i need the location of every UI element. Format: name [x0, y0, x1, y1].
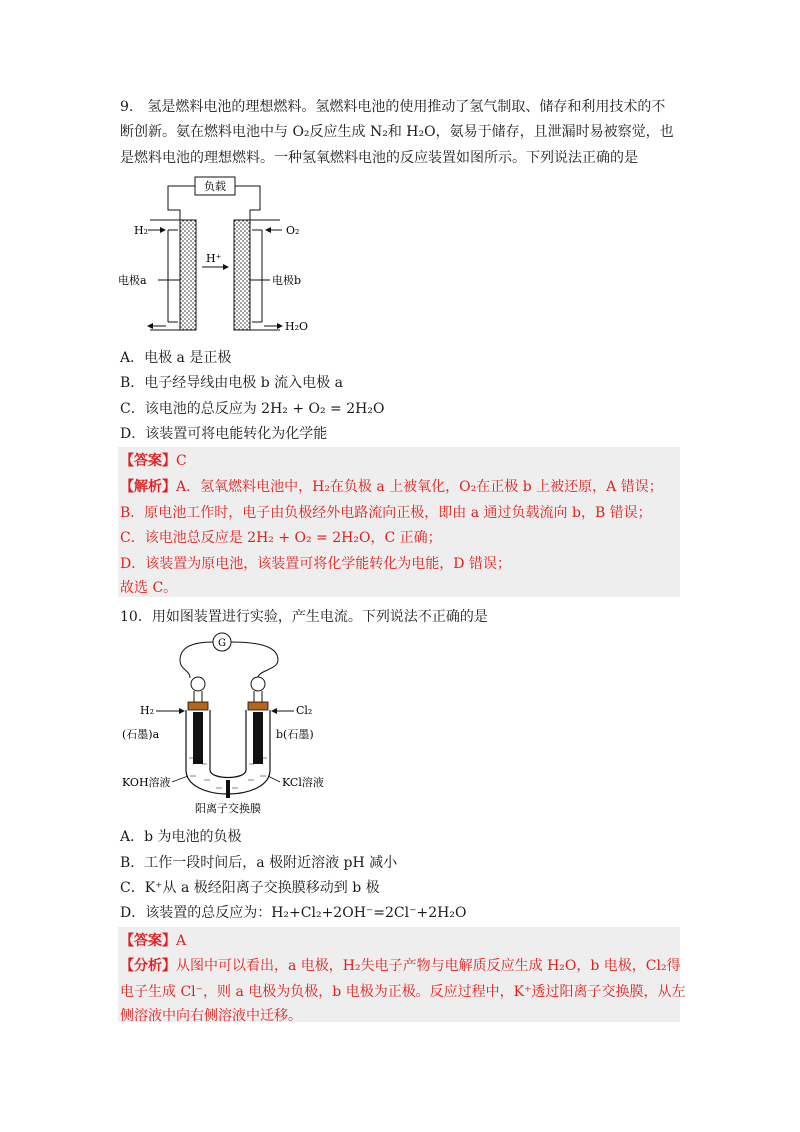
q9-option-a: A．电极 a 是正极 [120, 350, 232, 366]
q10-analysis-line-2: 电子生成 Cl⁻，则 a 电极为负极，b 电极为正极。反应过程中，K⁺透过阳离子交换膜，从左 [120, 984, 686, 1000]
q9-analysis-line-3: C．该电池总反应是 2H₂ + O₂ = 2H₂O，C 正确； [120, 530, 442, 546]
electrode-a-label: 电极a [118, 274, 147, 287]
q9-answer-tag: 【答案】 [120, 453, 176, 469]
h2-inlet-label: H₂ [134, 224, 149, 237]
q10-analysis-text-1: 从图中可以看出，a 电极，H₂失电子产物与电解质反应生成 H₂O，b 电极，Cl₂得 [176, 958, 681, 974]
q9-option-d: D．该装置可将电能转化为化学能 [120, 426, 328, 442]
q9-analysis-text-1: A．氢氧燃料电池中，H₂在负极 a 上被氧化，O₂在正极 b 上被还原，A 错误； [176, 479, 663, 495]
q10-answer-line [120, 931, 186, 951]
h2o-outlet-label: H₂O [285, 320, 309, 333]
q10-option-a: A．b 为电池的负极 [120, 829, 242, 845]
left-stopper [188, 702, 208, 710]
q10-answer-value: A [176, 933, 187, 949]
electrode-b-rod [253, 712, 263, 764]
membrane-label: 阳离子交换膜 [195, 802, 261, 815]
electrode-b-label: 电极b [272, 274, 302, 287]
q10-option-c: C．K⁺从 a 极经阳离子交换膜移动到 b 极 [120, 880, 380, 896]
q10-analysis-tag: 【分析】 [120, 958, 176, 974]
q9-option-b: B．电子经导线由电极 b 流入电极 a [120, 375, 343, 391]
q9-answer-value: C [176, 453, 187, 469]
electrode-a-rod [193, 712, 203, 764]
q9-analysis-line-2: B．原电池工作时，电子由负极经外电路流向正极，即由 a 通过负载流向 b，B 错误； [120, 505, 652, 521]
q10-answer-tag: 【答案】 [120, 933, 176, 949]
cl2-label: Cl₂ [296, 704, 313, 717]
left-electrode-label: (石墨)a [122, 728, 160, 741]
q10-option-d: D．该装置的总反应为：H₂+Cl₂+2OH⁻=2Cl⁻+2H₂O [120, 905, 467, 921]
koh-solution-label: KOH溶液 [122, 776, 171, 789]
q9-analysis-tag: 【解析】 [120, 479, 176, 495]
q10-u-tube-cell-diagram [118, 630, 338, 820]
q9-stem-line-3: 是燃料电池的理想燃料。一种氢氧燃料电池的反应装置如图所示。下列说法正确的是 [120, 150, 638, 166]
galvanometer-label: G [218, 638, 226, 649]
q9-analysis-line-4: D．该装置为原电池，该装置可将化学能转化为电能，D 错误； [120, 556, 511, 572]
q9-answer-line [120, 451, 187, 471]
q9-stem-line-2: 断创新。氨在燃料电池中与 O₂反应生成 N₂和 H₂O，氨易于储存，且泄漏时易被察觉，也 [120, 124, 674, 140]
o2-inlet-label: O₂ [286, 224, 300, 237]
q10-option-b: B．工作一段时间后，a 极附近溶液 pH 减小 [120, 855, 398, 871]
kcl-solution-label: KCl溶液 [282, 776, 324, 789]
right-electrode-label: b(石墨) [276, 728, 314, 741]
load-label: 负载 [204, 180, 226, 193]
q10-analysis-line-1 [120, 956, 681, 976]
electrode-b-plate [234, 220, 250, 330]
q9-stem-line-1: 9. 氢是燃料电池的理想燃料。氢燃料电池的使用推动了氢气制取、储存和利用技术的不 [120, 99, 666, 115]
q10-analysis-line-3: 侧溶液中向右侧溶液中迁移。 [120, 1008, 302, 1024]
right-stopper [248, 702, 268, 710]
electrode-a-plate [180, 220, 196, 330]
q9-analysis-line-5: 故选 C。 [120, 580, 178, 596]
cation-exchange-membrane [226, 780, 230, 798]
q9-analysis-line-1 [120, 477, 663, 497]
h2-label: H₂ [140, 704, 155, 717]
q9-fuel-cell-diagram [110, 172, 320, 342]
q10-stem-line-1: 10．用如图装置进行实验，产生电流。下列说法不正确的是 [120, 609, 488, 625]
q9-option-c: C．该电池的总反应为 2H₂ + O₂ = 2H₂O [120, 401, 385, 417]
u-tube-inner [210, 710, 246, 778]
h-plus-label: H⁺ [206, 252, 222, 265]
